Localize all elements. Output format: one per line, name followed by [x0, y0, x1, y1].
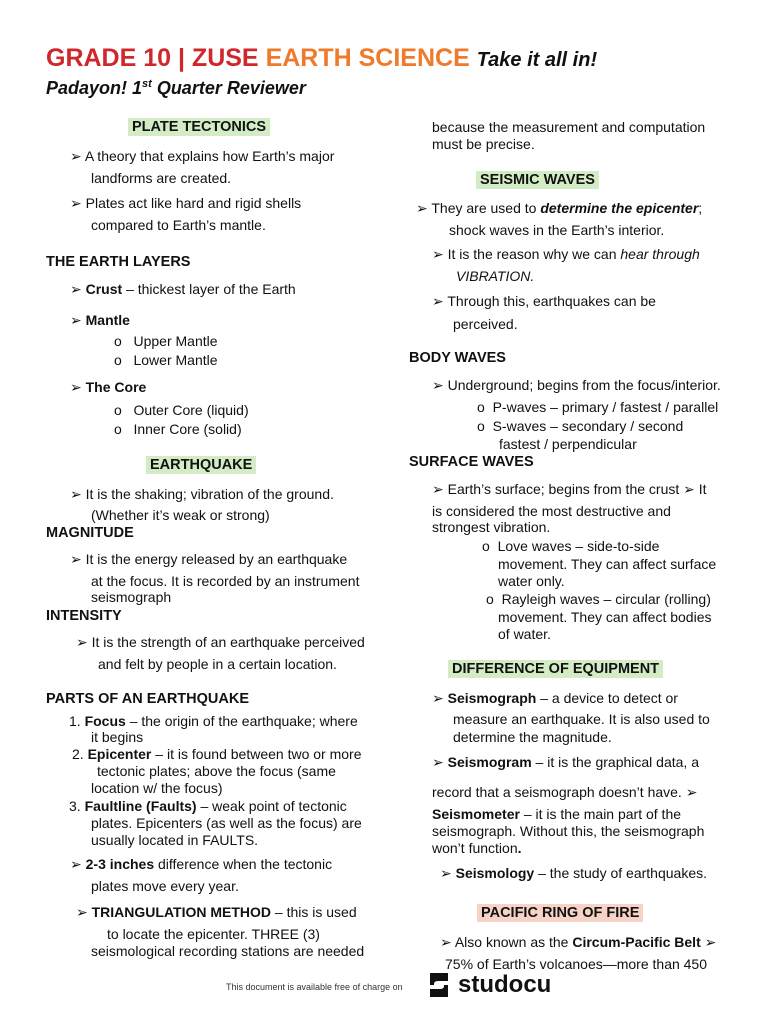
seismology-desc: – the study of earthquakes.	[534, 865, 707, 881]
ring-pre: ➢ Also known as the	[440, 934, 573, 950]
layer-core: ➢ The Core	[70, 379, 147, 395]
s-waves-cont: fastest / perpendicular	[499, 436, 637, 452]
triangulation-label: TRIANGULATION METHOD	[91, 904, 272, 920]
heading-parts: PARTS OF AN EARTHQUAKE	[46, 691, 249, 707]
rayleigh-waves-item: o Rayleigh waves – circular (rolling)	[486, 591, 711, 607]
mantle-item: o Lower Mantle	[114, 352, 218, 368]
ring-bullet-cont: 75% of Earth’s volcanoes—more than 450	[445, 956, 708, 972]
part-focus	[69, 713, 358, 730]
seismogram-label: Seismogram	[447, 754, 532, 770]
mantle-upper: Upper Mantle	[133, 333, 218, 349]
seismometer-desc: – it is the main part of the	[519, 806, 682, 822]
crust-desc: – thickest layer of the Earth	[122, 281, 296, 297]
rayleigh-waves-text: Rayleigh waves – circular (rolling)	[501, 591, 711, 607]
part-epicenter	[72, 746, 362, 763]
part-faultline-cont2: usually located in FAULTS.	[91, 832, 259, 848]
s-waves-item: o S-waves – secondary / second	[477, 418, 684, 434]
earthquake-def: ➢ It is the shaking; vibration of the ground.	[70, 486, 334, 502]
seismic-b2-em: hear through	[620, 246, 700, 262]
triangulation-cont2: seismological recording stations are needed	[91, 943, 365, 959]
inches-label: 2-3 inches	[85, 856, 155, 872]
mantle-item: o Upper Mantle	[114, 333, 218, 349]
seismograph-cont: measure an earthquake. It is also used to	[453, 711, 710, 727]
core-item: o Inner Core (solid)	[114, 421, 242, 437]
love-waves-item: o Love waves – side-to-side	[482, 538, 660, 554]
continued-text: because the measurement and computation	[432, 119, 706, 135]
part-faultline	[69, 798, 347, 815]
studocu-logo-text: studocu	[458, 971, 552, 998]
focus-desc: – the origin of the earthquake; where	[125, 713, 358, 729]
surface-def-cont: is considered the most destructive and	[432, 503, 671, 519]
rayleigh-waves-cont2: of water.	[498, 626, 551, 642]
seismic-bullet-1-cont: shock waves in the Earth’s interior.	[449, 222, 665, 238]
document-subtitle	[46, 78, 306, 99]
heading-body-waves: BODY WAVES	[409, 350, 506, 366]
heading-equipment: DIFFERENCE OF EQUIPMENT	[448, 660, 663, 678]
seismogram-desc: – it is the graphical data, a	[531, 754, 699, 770]
subtitle-pre: Padayon! 1	[46, 78, 143, 98]
part-focus-cont: it begins	[91, 729, 144, 745]
plate-bullet-2: ➢ Plates act like hard and rigid shells	[70, 195, 302, 211]
surface-def: ➢ Earth’s surface; begins from the crust ➢ It	[432, 481, 707, 497]
love-waves-cont: movement. They can affect surface	[498, 556, 717, 572]
heading-surface-waves: SURFACE WAVES	[409, 454, 534, 470]
heading-earth-layers: THE EARTH LAYERS	[46, 254, 191, 270]
core-inner: Inner Core (solid)	[133, 421, 242, 437]
seismometer-cont2	[432, 840, 522, 857]
subtitle-post: Quarter Reviewer	[151, 78, 306, 98]
magnitude-def-cont: at the focus. It is recorded by an instrument	[91, 573, 360, 589]
seismic-bullet-2-cont: VIBRATION.	[456, 268, 535, 284]
ring-post: ➢	[700, 934, 717, 950]
earthquake-def-cont: (Whether it’s weak or strong)	[91, 507, 270, 523]
epicenter-desc: – it is found between two or more	[151, 746, 362, 762]
document-title	[46, 44, 597, 73]
part-epicenter-cont: tectonic plates; above the focus (same	[97, 763, 336, 779]
seismograph-desc: – a device to detect or	[536, 690, 678, 706]
inches-desc: difference when the tectonic	[154, 856, 333, 872]
intensity-def: ➢ It is the strength of an earthquake perceived	[76, 634, 365, 650]
seismometer-cont2-text: won’t function	[432, 840, 518, 856]
part-number: 2.	[72, 746, 84, 762]
heading-intensity: INTENSITY	[46, 608, 122, 624]
seismograph-bullet: ➢ Seismograph – a device to detect or	[432, 690, 678, 706]
core-label: The Core	[85, 379, 147, 395]
plate-bullet-1-cont: landforms are created.	[91, 170, 232, 186]
magnitude-def-cont2: seismograph	[91, 589, 172, 605]
magnitude-def: ➢ It is the energy released by an earthquake	[70, 551, 348, 567]
studocu-logo[interactable]	[424, 970, 551, 1000]
seismic-b2-pre: ➢ It is the reason why we can	[432, 246, 621, 262]
seismology-bullet: ➢ Seismology – the study of earthquakes.	[440, 865, 707, 881]
part-number: 1.	[69, 713, 81, 729]
footer-note: This document is available free of charge on	[226, 982, 403, 992]
seismometer-dot: .	[517, 840, 522, 856]
seismogram-bullet: ➢ Seismogram – it is the graphical data, a	[432, 754, 699, 770]
inches-bullet: ➢ 2-3 inches difference when the tectonic	[70, 856, 333, 872]
seismology-label: Seismology	[455, 865, 535, 881]
seismometer-label: Seismometer	[432, 806, 520, 822]
seismogram-cont: record that a seismograph doesn’t have. ➢	[432, 784, 698, 800]
p-waves-text: P-waves – primary / fastest / parallel	[492, 399, 719, 415]
seismic-bullet-3: ➢ Through this, earthquakes can be	[432, 293, 656, 309]
faultline-desc: – weak point of tectonic	[196, 798, 347, 814]
heading-ring-of-fire: PACIFIC RING OF FIRE	[477, 904, 643, 922]
part-number: 3.	[69, 798, 81, 814]
mantle-lower: Lower Mantle	[133, 352, 218, 368]
layer-crust: ➢ Crust – thickest layer of the Earth	[70, 281, 296, 297]
mantle-label: Mantle	[85, 312, 130, 328]
surface-def-cont2: strongest vibration.	[432, 519, 551, 535]
seismic-b1-pre: ➢ They are used to	[416, 200, 541, 216]
seismic-bullet-2	[432, 246, 700, 263]
core-item: o Outer Core (liquid)	[114, 402, 249, 418]
heading-magnitude: MAGNITUDE	[46, 525, 134, 541]
core-outer: Outer Core (liquid)	[133, 402, 249, 418]
plate-bullet-2-cont: compared to Earth’s mantle.	[91, 217, 266, 233]
ring-belt-name: Circum-Pacific Belt	[572, 934, 701, 950]
focus-label: Focus	[84, 713, 126, 729]
heading-seismic-waves: SEISMIC WAVES	[476, 171, 599, 189]
triangulation-cont: to locate the epicenter. THREE (3)	[107, 926, 320, 942]
heading-earthquake: EARTHQUAKE	[146, 456, 256, 474]
triangulation-bullet: ➢ TRIANGULATION METHOD – this is used	[76, 904, 357, 920]
subtitle-sup: st	[142, 78, 152, 90]
heading-plate-tectonics: PLATE TECTONICS	[128, 118, 270, 136]
ring-bullet	[440, 934, 716, 951]
part-epicenter-cont2: location w/ the focus)	[91, 780, 223, 796]
seismic-b1-post: ;	[698, 200, 703, 216]
intensity-def-cont: and felt by people in a certain location.	[98, 656, 337, 672]
crust-label: Crust	[85, 281, 123, 297]
s-waves-text: S-waves – secondary / second	[492, 418, 684, 434]
faultline-label: Faultline (Faults)	[84, 798, 197, 814]
part-faultline-cont: plates. Epicenters (as well as the focus) are	[91, 815, 362, 831]
continued-text-2: must be precise.	[432, 136, 535, 152]
studocu-logo-icon	[424, 970, 454, 1000]
seismic-bullet-1	[416, 200, 702, 217]
p-waves-item: o P-waves – primary / fastest / parallel	[477, 399, 719, 415]
seismograph-cont2: determine the magnitude.	[453, 729, 612, 745]
seismic-b1-em: determine the epicenter	[540, 200, 699, 216]
love-waves-text: Love waves – side-to-side	[497, 538, 660, 554]
body-def: ➢ Underground; begins from the focus/interior.	[432, 377, 721, 393]
title-grade: GRADE 10 | ZUSE	[46, 44, 259, 72]
seismometer-cont: seismograph. Without this, the seismograph	[432, 823, 705, 839]
seismic-bullet-3-cont: perceived.	[453, 316, 518, 332]
seismograph-label: Seismograph	[447, 690, 537, 706]
plate-bullet-1: ➢ A theory that explains how Earth’s major	[70, 148, 335, 164]
layer-mantle: ➢ Mantle	[70, 312, 130, 328]
inches-bullet-cont: plates move every year.	[91, 878, 239, 894]
title-tagline: Take it all in!	[476, 49, 598, 71]
love-waves-cont2: water only.	[498, 573, 565, 589]
epicenter-label: Epicenter	[87, 746, 152, 762]
title-subject: EARTH SCIENCE	[265, 44, 470, 72]
rayleigh-waves-cont: movement. They can affect bodies	[498, 609, 712, 625]
triangulation-desc: – this is used	[271, 904, 357, 920]
seismometer-line	[432, 806, 681, 823]
